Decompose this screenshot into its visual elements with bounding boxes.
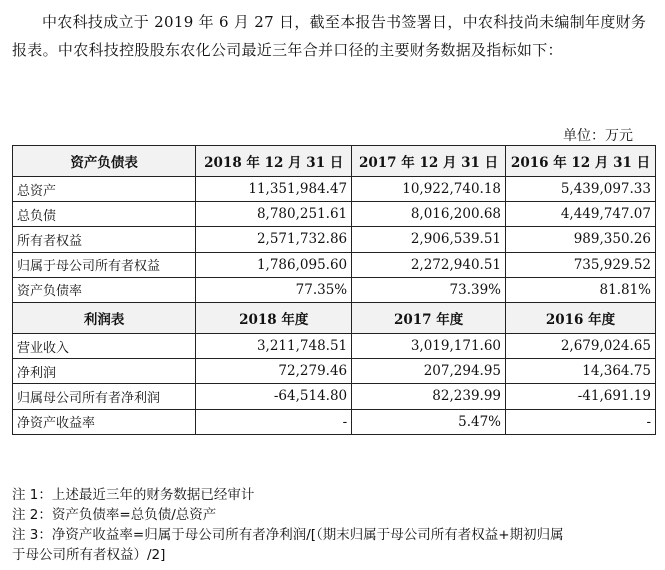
income-header-row [13, 302, 656, 333]
row-label: 净资产收益率 [13, 409, 196, 434]
table-cell: 2,571,732.86 [196, 227, 352, 252]
table-cell: 82,239.99 [352, 384, 506, 409]
note-line: 于母公司所有者权益）/2] [12, 547, 166, 563]
table-cell: 8,016,200.68 [352, 202, 506, 227]
table-cell: 1,786,095.60 [196, 252, 352, 277]
row-label: 营业收入 [13, 333, 196, 358]
table-cell: 72,279.46 [196, 359, 352, 384]
table-cell: 8,780,251.61 [196, 202, 352, 227]
table-row [13, 227, 656, 252]
table-cell: 989,350.26 [506, 227, 656, 252]
table-cell: 735,929.52 [506, 252, 656, 277]
unit-label: 单位：万元 [563, 128, 633, 144]
table-row [13, 177, 656, 202]
table-cell: - [506, 409, 656, 434]
intro-paragraph: 中农科技成立于 2019 年 6 月 27 日，截至本报告书签署日，中农科技尚未编制年度财务报表。中农科技控股股东农化公司最近三年合并口径的主要财务数据及指标如下： [12, 13, 647, 59]
table-cell: 73.39% [352, 277, 506, 302]
row-label: 总资产 [13, 177, 196, 202]
row-label: 净利润 [13, 359, 196, 384]
table-header-cell: 2017 年度 [352, 302, 506, 333]
row-label: 资产负债率 [13, 277, 196, 302]
table-cell: 2,272,940.51 [352, 252, 506, 277]
table-cell: 3,211,748.51 [196, 333, 352, 358]
table-header-cell: 资产负债表 [13, 146, 196, 177]
row-label: 归属于母公司所有者权益 [13, 252, 196, 277]
table-header-cell: 利润表 [13, 302, 196, 333]
table-header-cell: 2016 年 12 月 31 日 [506, 146, 656, 177]
table-cell: 81.81% [506, 277, 656, 302]
table-header-cell: 2018 年 12 月 31 日 [196, 146, 352, 177]
table-cell: 4,449,747.07 [506, 202, 656, 227]
table-cell: -41,691.19 [506, 384, 656, 409]
table-cell: 2,906,539.51 [352, 227, 506, 252]
table-cell: 14,364.75 [506, 359, 656, 384]
notes [12, 485, 658, 565]
table-cell: 77.35% [196, 277, 352, 302]
row-label: 归属母公司所有者净利润 [13, 384, 196, 409]
table-cell: 11,351,984.47 [196, 177, 352, 202]
table-row [13, 409, 656, 434]
table-row [13, 202, 656, 227]
table-cell: - [196, 409, 352, 434]
row-label: 所有者权益 [13, 227, 196, 252]
financial-table [12, 145, 656, 435]
table-header-cell: 2017 年 12 月 31 日 [352, 146, 506, 177]
table-cell: -64,514.80 [196, 384, 352, 409]
table-header-cell: 2016 年度 [506, 302, 656, 333]
table-cell: 3,019,171.60 [352, 333, 506, 358]
table-row [13, 359, 656, 384]
table-row [13, 277, 656, 302]
note-line: 注 2：资产负债率=总负债/总资产 [12, 507, 217, 523]
table-cell: 2,679,024.65 [506, 333, 656, 358]
table-row [13, 384, 656, 409]
table-cell: 207,294.95 [352, 359, 506, 384]
table-cell: 5.47% [352, 409, 506, 434]
note-line: 注 1：上述最近三年的财务数据已经审计 [12, 487, 255, 503]
table-row [13, 333, 656, 358]
note-line: 注 3：净资产收益率=归属于母公司所有者净利润/[（期末归属于母公司所有者权益+期初归属 [12, 527, 564, 543]
balance-header-row [13, 146, 656, 177]
table-row [13, 252, 656, 277]
table-cell: 10,922,740.18 [352, 177, 506, 202]
row-label: 总负债 [13, 202, 196, 227]
table-header-cell: 2018 年度 [196, 302, 352, 333]
table-cell: 5,439,097.33 [506, 177, 656, 202]
